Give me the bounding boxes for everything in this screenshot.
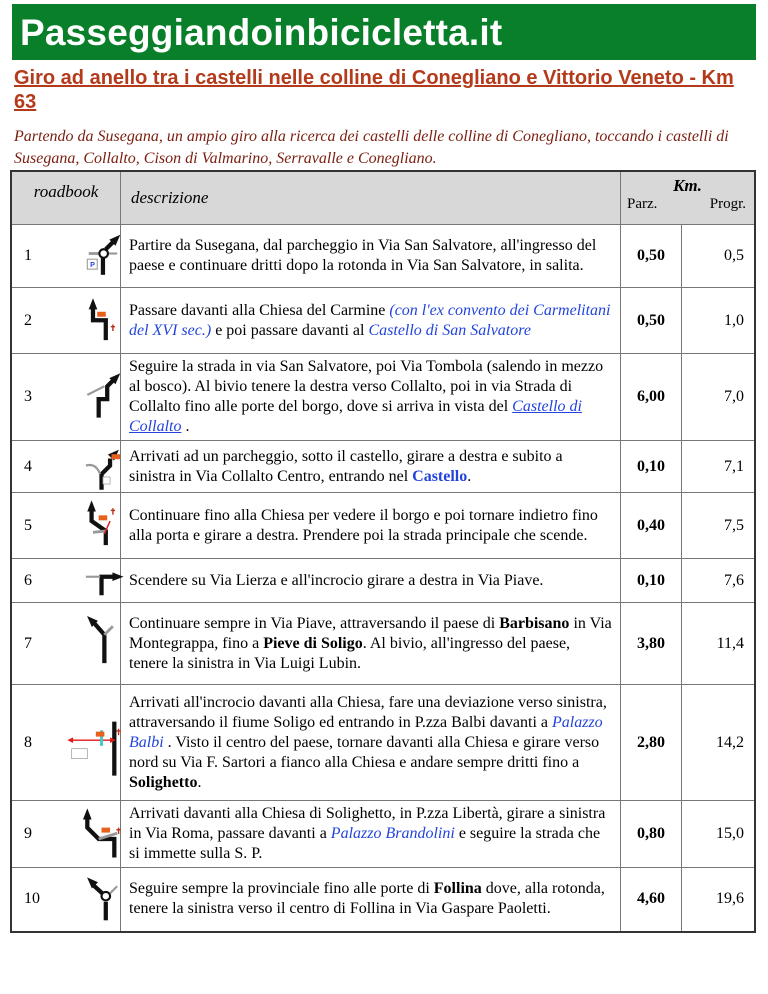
roadbook-cell	[11, 868, 121, 932]
description-cell	[121, 801, 621, 868]
description-cell	[121, 441, 621, 493]
header-descrizione: descrizione	[121, 171, 621, 225]
roadbook-cell	[11, 441, 121, 493]
km-partial: 0,80	[621, 801, 682, 868]
description-text: Arrivati all'incrocio davanti alla Chiesa, fare una deviazione verso sinistra, attraversando il fiume Soligo ed entrando in P.zza Balbi davanti a	[129, 693, 607, 731]
description-cell	[121, 225, 621, 288]
description-text: .	[467, 467, 472, 485]
km-progressive: 7,0	[682, 354, 756, 441]
km-partial: 3,80	[621, 603, 682, 685]
step-number: 9	[24, 825, 32, 842]
roundabout-straight-icon	[66, 227, 120, 286]
roadbook-table	[10, 170, 756, 933]
poi-link[interactable]: Palazzo Brandolini	[330, 825, 455, 842]
description-text: . Al bivio, all'ingresso del paese, tenere la sinistra in Via Luigi Lubin.	[129, 634, 571, 672]
roadbook-cell	[11, 603, 121, 685]
km-partial: 2,80	[621, 685, 682, 801]
km-progressive: 15,0	[682, 801, 756, 868]
km-partial: 6,00	[621, 354, 682, 441]
svg-text:P: P	[90, 261, 95, 270]
table-row	[11, 801, 755, 868]
table-row	[11, 288, 755, 354]
header-roadbook: roadbook	[11, 171, 121, 225]
roadbook-cell	[11, 225, 121, 288]
header-km-label: Km.	[673, 176, 702, 195]
header-parz: Parz.	[627, 196, 658, 212]
description-text: Follina	[433, 880, 482, 898]
description-text: Arrivati ad un parcheggio, sotto il castello, girare a destra e subito a sinistra in Via Collalto Centro, entrando nel	[129, 447, 563, 485]
left-at-church-icon	[66, 803, 120, 865]
route-intro: Partendo da Susegana, un ampio giro alla ricerca dei castelli delle colline di Conegliano, toccando i castelli di Susegana, Collalto, Cison di Valmarino, Serravalle e Conegliano.	[14, 128, 729, 167]
km-progressive: 14,2	[682, 685, 756, 801]
description-text: dove, alla rotonda, tenere la sinistra verso il centro di Follina in Via Gaspare Paoletti.	[129, 880, 605, 918]
poi-link[interactable]: Castello	[412, 467, 468, 485]
table-row	[11, 225, 755, 288]
table-row	[11, 603, 755, 685]
right-then-left-icon	[66, 443, 120, 491]
km-progressive: 11,4	[682, 603, 756, 685]
description-text: Arrivati davanti alla Chiesa di Solighetto, in P.zza Libertà, girare a sinistra in Via Roma, passare davanti a	[129, 805, 606, 842]
roadbook-cell	[11, 288, 121, 354]
description-text: Seguire sempre la provinciale fino alle porte di	[129, 880, 434, 898]
description-text: Seguire la strada in via San Salvatore, poi Via Tombola (salendo in mezzo al bosco). Al bivio tenere la destra verso Collalto, poi in via Strada di Collalto fino alle porte del borgo, dove si arriva in vista del	[129, 358, 604, 415]
km-partial: 4,60	[621, 868, 682, 932]
site-title: Passeggiandoinbicicletta.it	[20, 12, 503, 53]
poi-link[interactable]: (con l'ex convento dei Carmelitani del XVI sec.)	[129, 301, 611, 339]
detour-bridge-icon	[66, 693, 120, 793]
turn-right-icon	[66, 561, 120, 601]
description-cell	[121, 559, 621, 603]
description-cell	[121, 288, 621, 354]
table-row	[11, 685, 755, 801]
description-cell	[121, 603, 621, 685]
site-banner	[12, 4, 756, 60]
step-number: 5	[24, 516, 32, 534]
table-row	[11, 493, 755, 559]
step-number: 6	[24, 571, 32, 589]
route-title[interactable]: Giro ad anello tra i castelli nelle colline di Conegliano e Vittorio Veneto - Km 63	[14, 67, 734, 113]
turn-back-icon	[66, 495, 120, 557]
description-text: .	[197, 773, 202, 791]
table-header	[11, 171, 755, 225]
roadbook-cell	[11, 354, 121, 441]
km-progressive: 7,1	[682, 441, 756, 493]
keep-left-icon	[66, 605, 120, 683]
table-row	[11, 868, 755, 932]
description-text: Continuare fino alla Chiesa per vedere il borgo e poi tornare indietro fino alla porta e girare a destra. Prendere poi la strada principale che scende.	[129, 506, 598, 544]
description-text: Pieve di Soligo	[263, 634, 363, 652]
description-text: Passare davanti alla Chiesa del Carmine	[129, 301, 390, 319]
step-number: 4	[24, 457, 32, 475]
table-row	[11, 441, 755, 493]
km-partial: 0,50	[621, 225, 682, 288]
description-text: .	[181, 418, 190, 435]
table-row	[11, 559, 755, 603]
table-row	[11, 354, 755, 441]
description-text: e seguire la strada che si immette sulla S. P.	[129, 825, 601, 862]
description-text: Solighetto	[129, 773, 198, 791]
description-cell	[121, 685, 621, 801]
description-cell	[121, 868, 621, 932]
header-progr: Progr.	[709, 196, 746, 212]
step-number: 8	[24, 733, 32, 751]
header-km	[621, 171, 756, 225]
bend-right-icon	[66, 364, 120, 430]
roadbook-cell	[11, 801, 121, 868]
roadbook-cell	[11, 493, 121, 559]
km-partial: 0,10	[621, 559, 682, 603]
km-progressive: 19,6	[682, 868, 756, 932]
step-number: 3	[24, 388, 32, 405]
description-text: Partire da Susegana, dal parcheggio in Via San Salvatore, all'ingresso del paese e continuare dritti dopo la rotonda in Via San Salvatore, in salita.	[129, 237, 597, 274]
km-progressive: 7,6	[682, 559, 756, 603]
step-number: 2	[24, 311, 32, 329]
km-partial: 0,10	[621, 441, 682, 493]
description-text: . Visto il centro del paese, tornare davanti alla Chiesa e girare verso nord su Via F. Sartori a fianco alla Chiesa e andare sempre dritti fino a	[129, 733, 600, 771]
km-progressive: 7,5	[682, 493, 756, 559]
step-number: 7	[24, 634, 32, 652]
poi-link[interactable]: Castello di Collalto	[129, 398, 582, 435]
roadbook-cell	[11, 685, 121, 801]
km-partial: 0,40	[621, 493, 682, 559]
step-number: 1	[24, 247, 32, 264]
km-partial: 0,50	[621, 288, 682, 354]
description-text: Barbisano	[499, 614, 570, 632]
description-cell	[121, 354, 621, 441]
description-text: e poi passare davanti al	[211, 321, 369, 339]
km-progressive: 0,5	[682, 225, 756, 288]
roundabout-left-icon	[66, 869, 120, 929]
description-text: Scendere su Via Lierza e all'incrocio girare a destra in Via Piave.	[129, 571, 544, 589]
bend-left-church-icon	[66, 290, 120, 352]
km-progressive: 1,0	[682, 288, 756, 354]
description-text: Continuare sempre in Via Piave, attraversando il paese di	[129, 614, 500, 632]
poi-link[interactable]: Palazzo Balbi	[129, 713, 603, 751]
description-cell	[121, 493, 621, 559]
roadbook-cell	[11, 559, 121, 603]
step-number: 10	[24, 890, 40, 908]
description-text: in Via Montegrappa, fino a	[129, 614, 612, 652]
poi-link[interactable]: Castello di San Salvatore	[368, 321, 531, 339]
